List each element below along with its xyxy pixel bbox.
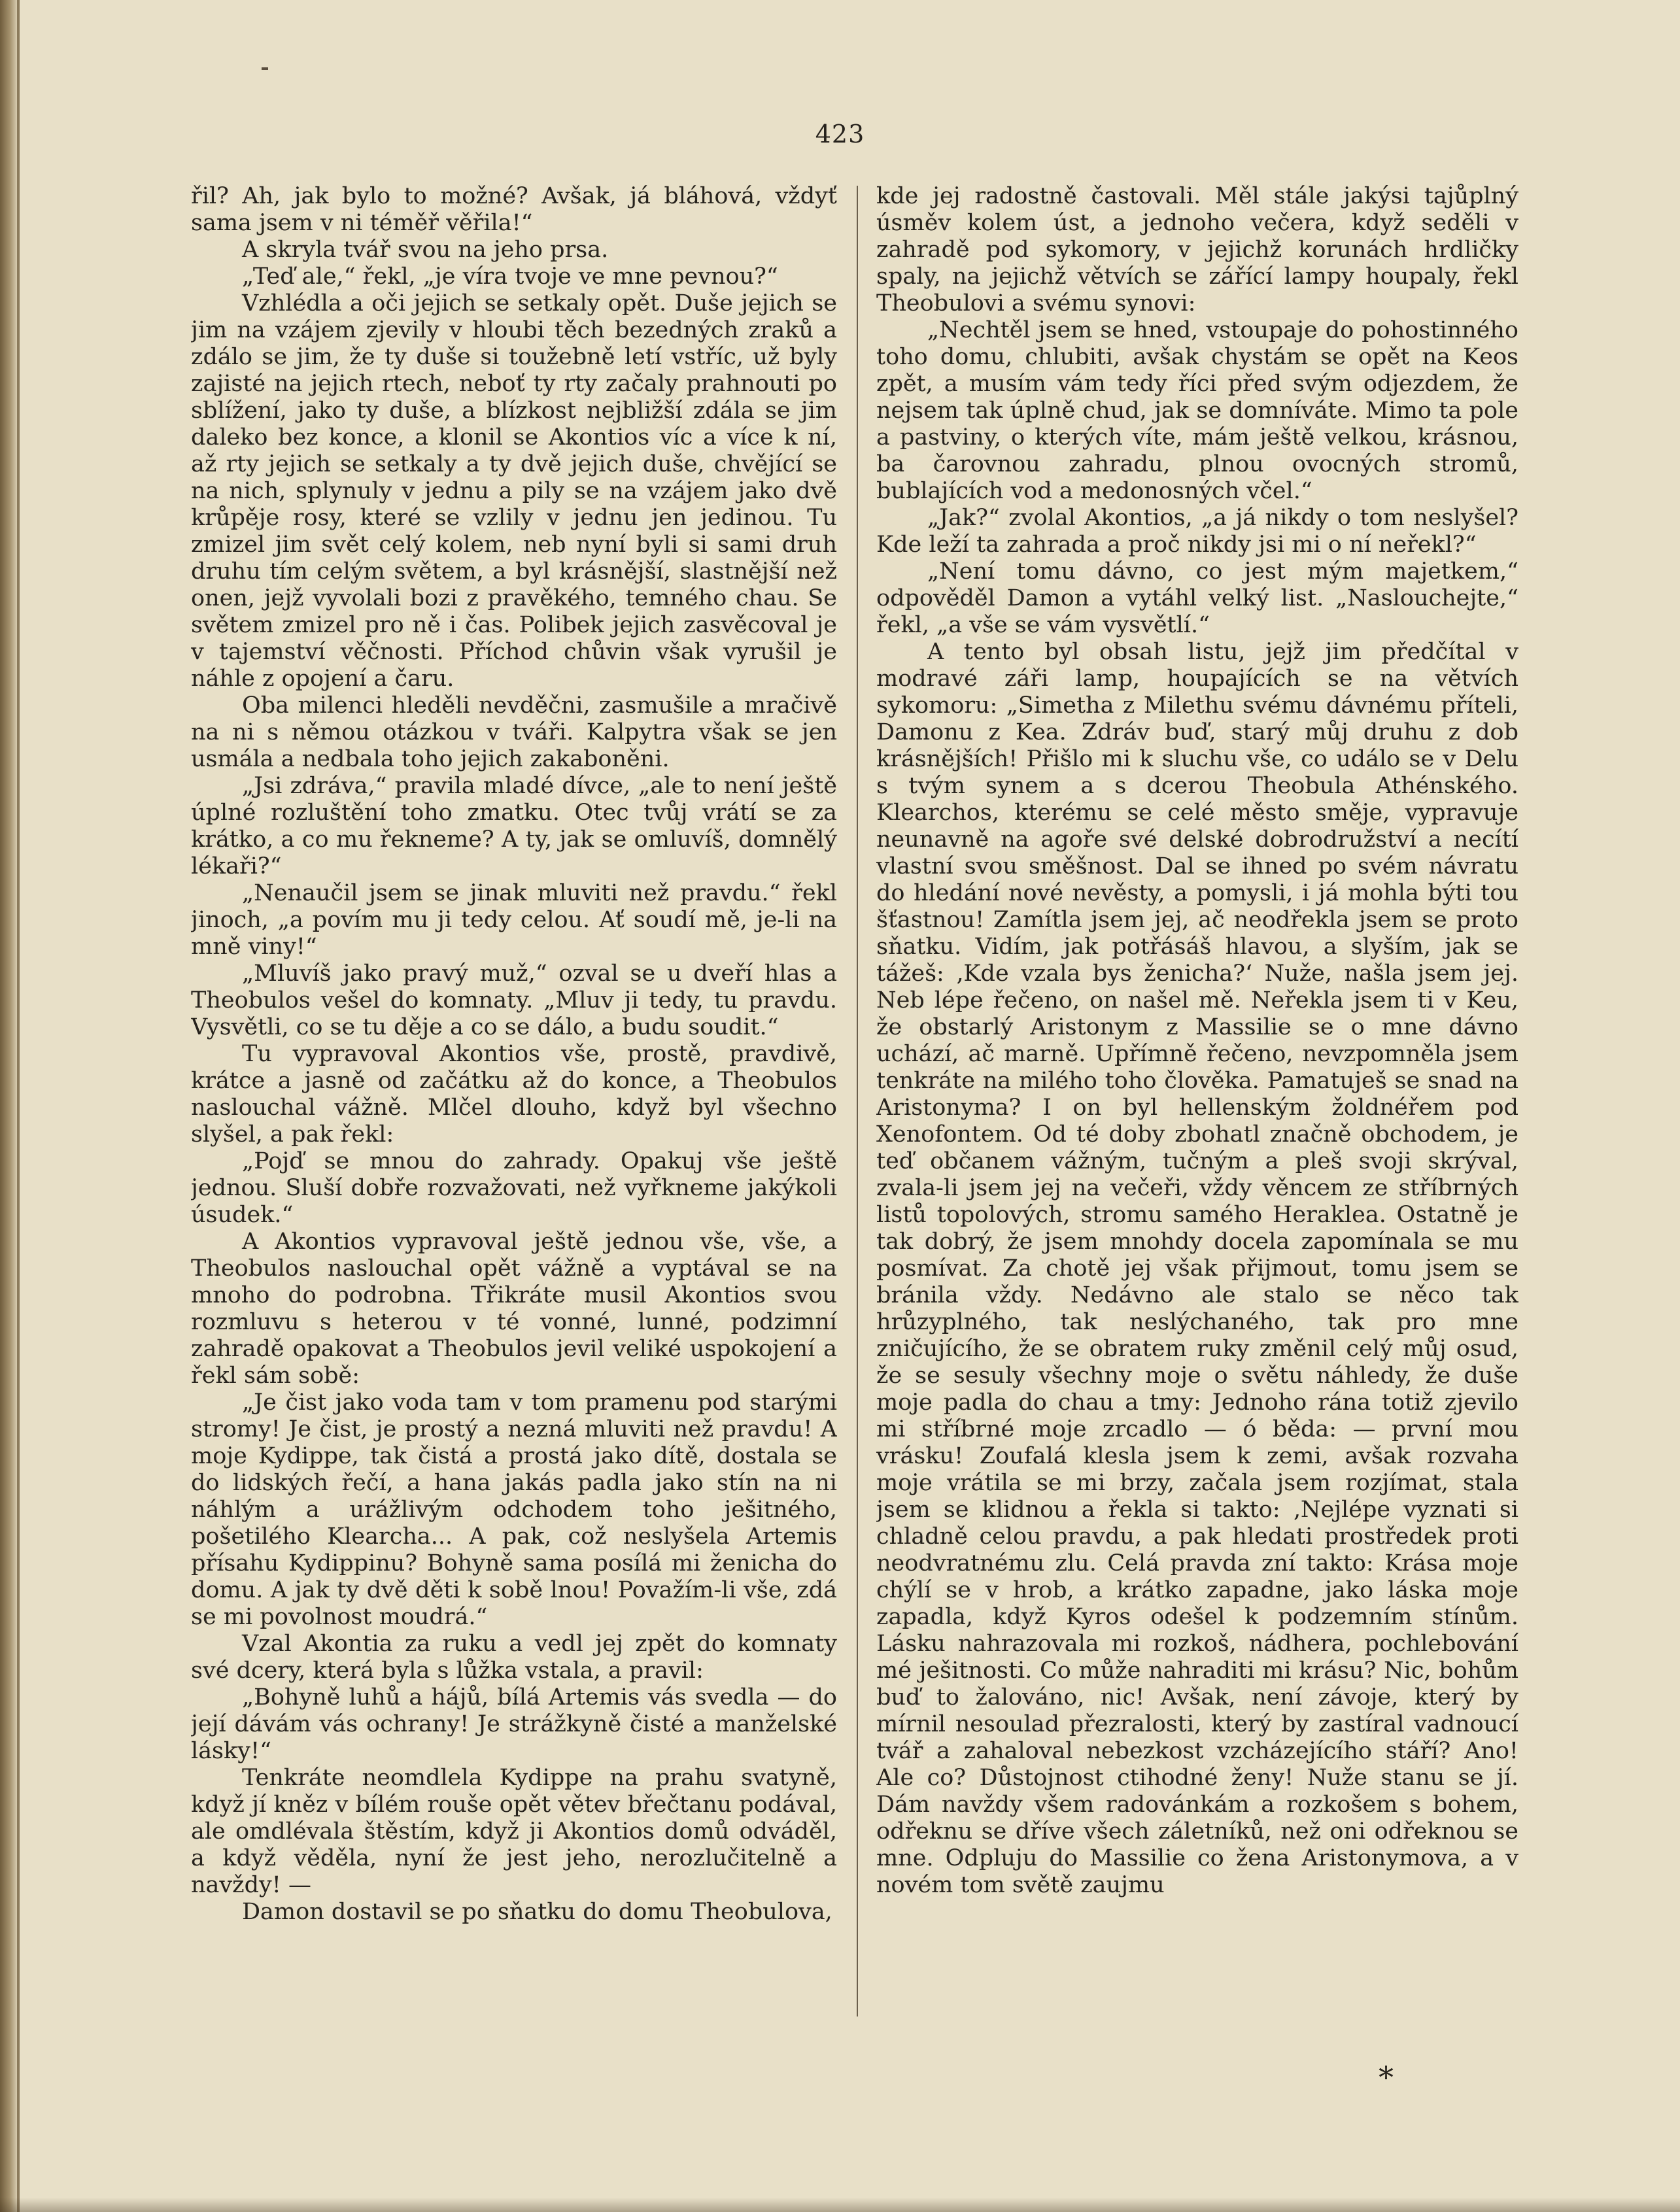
paragraph: A skryla tvář svou na jeho prsa. [242, 237, 609, 263]
paragraph: Damon dostavil se po sňatku do domu Theobulova, [242, 1899, 832, 1925]
page-shadow [0, 2198, 1680, 2212]
paragraph: „Teď ale,“ řekl, „je víra tvoje ve mne pevnou?“ [242, 264, 778, 290]
paragraph: „Pojď se mnou do zahrady. Opakuj vše ještě jednou. Sluší dobře rozvažovati, než vyřkneme jakýkoli úsudek.“ [191, 1148, 837, 1228]
paragraph: Vzal Akontia za ruku a vedl jej zpět do komnaty své dcery, která byla s lůžka vstala, a pravil: [191, 1631, 837, 1684]
paragraph: Tenkráte neomdlela Kydippe na prahu svatyně, když jí kněz v bílém rouše opět větev břečtanu podával, ale omdlévala štěstím, když ji Akontios domů odváděl, a když věděla, nyní že jest jeho, nerozlučitelně a navždy! — [191, 1765, 837, 1898]
paragraph: „Je čist jako voda tam v tom pramenu pod starými stromy! Je čist, je prostý a nezná mluviti než pravdu! A moje Kydippe, tak čistá a prostá jako dítě, dostala se do lidských řečí, a hana jakás padla jako stín na ni náhlým a urážlivým odchodem toho ješitného, pošetilého Klearcha... A pak, což neslyšela Artemis přísahu Kydippinu? Bohyně sama posílá mi ženicha do domu. A jak ty dvě děti k sobě lnou! Považím-li vše, zdá se mi povolnost moudrá.“ [191, 1389, 837, 1630]
book-gutter [0, 0, 17, 2212]
gutter-edge [17, 0, 20, 2212]
left-column [191, 183, 837, 2040]
paragraph: Oba milenci hleděli nevděčni, zasmušile a mračivě na ni s němou otázkou v tváři. Kalpytra však se jen usmála a nedbala toho jejich zakaboněni. [191, 692, 837, 772]
paragraph: A tento byl obsah listu, jejž jim předčítal v modravé záři lamp, houpajících se na větvích sykomoru: „Simetha z Milethu svému dávnému příteli, Damonu z Kea. Zdráv buď, starý můj druhu z dob krásnějších! Přišlo mi k sluchu vše, co událo se v Delu s tvým synem a s dcerou Theobula Athénského. Klearchos, kterému se celé město směje, vypravuje neunavně na agoře své delské dobrodružství a necítí vlastní svou směšnost. Dal se ihned po svém návratu do hledání nové nevěsty, a pomysli, i já mohla býti tou šťastnou! Zamítla jsem jej, ač neodřekla jsem se proto sňatku. Vidím, jak potřásáš hlavou, a slyším, jak se tážeš: ‚Kde vzala bys ženicha?‘ Nuže, našla jsem jej. Neb lépe řečeno, on našel mě. Neřekla jsem ti v Keu, že obstarlý Aristonym z Massilie se o mne dávno uchází, ač marně. Upřímně řečeno, nevzpomněla jsem tenkráte na milého toho člověka. Pamatuješ se snad na Aristonyma? I on byl hellenským žoldnéřem pod Xenofontem. Od té doby zbohatl značně obchodem, je teď občanem vážným, tučným a pleš svoji skrýval, zvala-li jsem jej na večeři, vždy věncem ze stříbrných listů topolových, stromu samého Heraklea. Ostatně je tak dobrý, že jsem mnohdy docela zapomínala se mu posmívat. Za chotě jej však přijmout, tomu jsem se bránila vždy. Nedávno ale stalo se něco tak hrůzyplného, tak neslýchaného, tak pro mne zničujícího, že se obratem ruky změnil celý můj osud, že se sesuly všechny moje o světu náhledy, že duše moje padla do chau a tmy: Jednoho rána totiž zjevilo mi stříbrné moje zrcadlo — ó běda: — první mou vrásku! Zoufalá klesla jsem k zemi, avšak rozvaha moje vrátila se mi brzy, začala jsem rozjímat, stala jsem se klidnou a řekla si takto: ‚Nejlépe vyznati si chladně celou pravdu, a pak hledati prostředek proti neodvratnému zlu. Celá pravda zní takto: Krása moje chýlí se v hrob, a krátko zapadne, jako láska moje zapadla, když Kyros odešel k podzemním stínům. Lásku nahrazovala mi rozkoš, nádhera, pochlebování mé ješitnosti. Co může nahraditi mi krásu? Nic, bohům buď to žalováno, nic! Avšak, není závoje, který by mírnil nesoulad přezralosti, který by zastíral vadnoucí tvář a zahaloval nebezkost vzcházejícího stáří? Ano! Ale co? Důstojnost ctihodné ženy! Nuže stanu se jí. Dám navždy všem radovánkám a rozkošem s bohem, odřeknu se dříve všech záletníků, než oni odřeknou se mne. Odpluju do Massilie co žena Aristonymova, a v novém tom světě zaujmu [876, 639, 1518, 1898]
paragraph: A Akontios vypravoval ještě jednou vše, vše, a Theobulos naslouchal opět vážně a vyptával se na mnoho do podrobna. Třikráte musil Akontios svou rozmluvu s heterou v té vonné, lunné, podzimní zahradě opakovat a Theobulos jevil veliké uspokojení a řekl sám sobě: [191, 1229, 837, 1389]
paragraph: „Mluvíš jako pravý muž,“ ozval se u dveří hlas a Theobulos vešel do komnaty. „Mluv ji tedy, tu pravdu. Vysvětli, co se tu děje a co se dálo, a budu soudit.“ [191, 961, 837, 1040]
paragraph: kde jej radostně častovali. Měl stále jakýsi tajůplný úsměv kolem úst, a jednoho večera, když seděli v zahradě pod sykomory, v jejichž korunách hrdličky spaly, na jejichž větvích se zářící lampy houpaly, řekl Theobulovi a svému synovi: [876, 183, 1518, 316]
paragraph: Tu vypravoval Akontios vše, prostě, pravdivě, krátce a jasně od začátku až do konce, a Theobulos naslouchal vážně. Mlčel dlouho, když byl všechno slyšel, a pak řekl: [191, 1041, 837, 1148]
paragraph: „Bohyně luhů a hájů, bílá Artemis vás svedla — do její dávám vás ochrany! Je strážkyně čisté a manželské lásky!“ [191, 1684, 837, 1764]
signature-mark: * [1379, 2060, 1394, 2095]
paragraph: „Nenaučil jsem se jinak mluviti než pravdu.“ řekl jinoch, „a povím mu ji tedy celou. Ať soudí mě, je-li na mně viny!“ [191, 880, 837, 960]
paragraph: „Není tomu dávno, co jest mým majetkem,“ odpověděl Damon a vytáhl velký list. „Naslouchejte,“ řekl, „a vše se vám vysvětlí.“ [876, 558, 1518, 638]
paragraph: Vzhlédla a oči jejich se setkaly opět. Duše jejich se jim na vzájem zjevily v hloubi těch bezedných zraků a zdálo se jim, že ty duše si toužebně letí vstříc, už byly zajisté na jejich rtech, neboť ty rty začaly prahnouti po sblížení, jako ty duše, a blízkost nejbližší zdála se jim daleko bez konce, a klonil se Akontios víc a více k ní, až rty jejich se setkaly a ty dvě jejich duše, chvějící se na nich, splynuly v jednu a pily se na vzájem jako dvě krůpěje rosy, které se vzlily v jednu jen jedinou. Tu zmizel jim svět celý kolem, neb nyní byli si sami druh druhu tím celým světem, a byl krásnější, slastnější než onen, jejž vyvolali bozi z pravěkého, temného chau. Se světem zmizel pro ně i čas. Polibek jejich zasvěcoval je v tajemství věčnosti. Příchod chůvin však vyrušil je náhle z opojení a čaru. [191, 290, 837, 692]
ink-speck [262, 67, 268, 70]
right-column [876, 183, 1518, 2040]
paragraph: „Jak?“ zvolal Akontios, „a já nikdy o tom neslyšel? Kde leží ta zahrada a proč nikdy jsi mi o ní neřekl?“ [876, 505, 1518, 558]
paragraph: řil? Ah, jak bylo to možné? Avšak, já bláhová, vždyť sama jsem v ni téměř věřila!“ [191, 183, 837, 236]
column-divider [857, 186, 858, 2016]
paragraph: „Nechtěl jsem se hned, vstoupaje do pohostinného toho domu, chlubiti, avšak chystám se opět na Keos zpět, a musím vám tedy říci před svým odjezdem, že nejsem tak úplně chud, jak se domníváte. Mimo ta pole a pastviny, o kterých víte, mám ještě velkou, krásnou, ba čarovnou zahradu, plnou ovocných stromů, bublajících vod a medonosných včel.“ [876, 317, 1518, 504]
page-number: 423 [815, 120, 865, 148]
paragraph: „Jsi zdráva,“ pravila mladé dívce, „ale to není ještě úplné rozluštění toho zmatku. Otec tvůj vrátí se za krátko, a co mu řekneme? A ty, jak se omluvíš, domnělý lékaři?“ [191, 773, 837, 879]
